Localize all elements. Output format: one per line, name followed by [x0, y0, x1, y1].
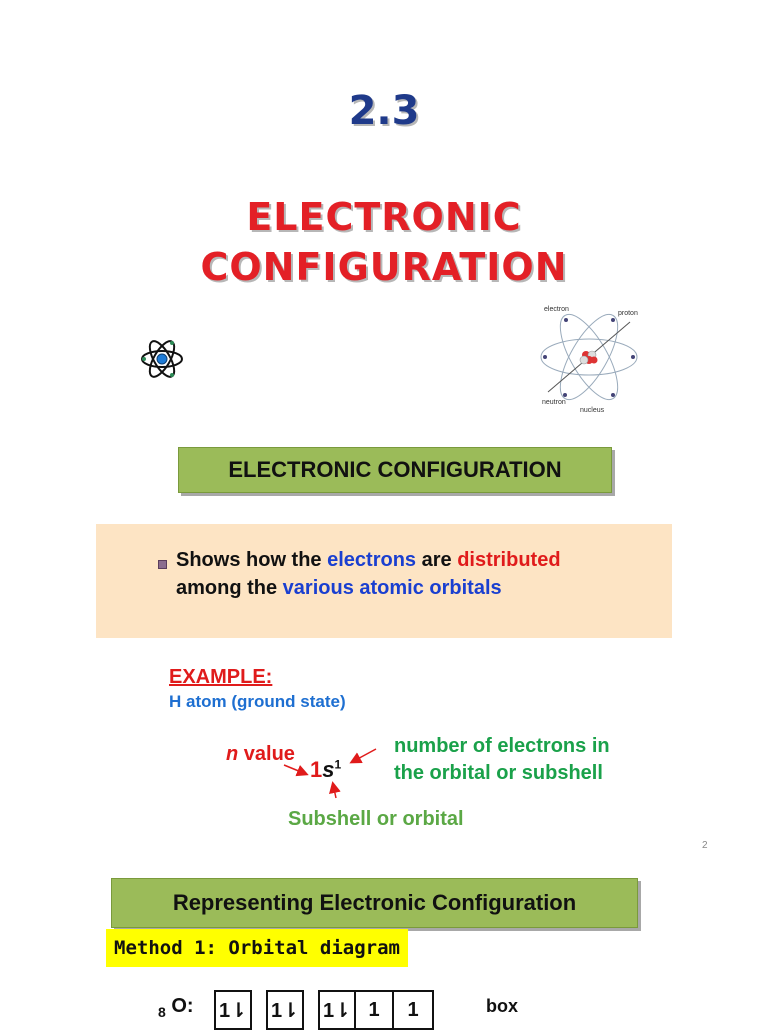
- section-banner-2: Representing Electronic Configuration: [111, 878, 638, 928]
- n-italic: n: [226, 743, 239, 765]
- example-subject: H atom (ground state): [169, 692, 346, 711]
- definition-line-1: [176, 549, 561, 572]
- num-electrons-note: [394, 733, 610, 787]
- slide-title: [0, 192, 768, 292]
- num-electrons-line-1: number of electrons in: [394, 735, 610, 757]
- atomic-number: 8: [158, 1004, 166, 1020]
- title-line-1: ELECTRONIC: [246, 195, 522, 239]
- example-label: EXAMPLE:: [169, 666, 273, 688]
- atom-model-diagram: [536, 300, 642, 420]
- bullet-icon: [158, 560, 167, 569]
- def-electrons: electrons: [327, 549, 417, 571]
- orbital-box-2: 1⇂: [266, 990, 304, 1030]
- definition-line-2: [176, 577, 502, 600]
- config-s: s: [322, 757, 335, 782]
- element-name: O:: [171, 995, 194, 1017]
- title-line-2: CONFIGURATION: [200, 245, 568, 289]
- section-number: 2.3: [348, 88, 420, 134]
- element-symbol: [158, 995, 194, 1020]
- label-electron: electron: [544, 306, 569, 313]
- def-text-a: Shows how the: [176, 549, 328, 571]
- def-distributed: distributed: [457, 549, 561, 571]
- config-n: 1: [310, 757, 323, 782]
- config-exponent: 1: [334, 757, 342, 772]
- def-text-b: are: [416, 549, 458, 571]
- def-orbitals: various atomic orbitals: [282, 577, 502, 599]
- label-proton: proton: [618, 310, 638, 317]
- arrow-num-electrons: [352, 749, 376, 762]
- num-electrons-line-2: the orbital or subshell: [394, 762, 603, 784]
- n-value-text: value: [238, 743, 295, 765]
- n-value-label: [226, 743, 295, 766]
- box-label: box: [486, 996, 519, 1016]
- electron-configuration: [310, 757, 341, 783]
- atom-icon: [138, 334, 186, 384]
- orbital-box-5: 1: [392, 990, 434, 1030]
- orbital-box-4: 1: [354, 990, 394, 1030]
- orbital-box-1: 1⇂: [214, 990, 252, 1030]
- orbital-box-3: 1⇂: [318, 990, 356, 1030]
- method-label: Method 1: Orbital diagram: [106, 929, 408, 967]
- label-neutron: neutron: [542, 399, 566, 406]
- section-banner: ELECTRONIC CONFIGURATION: [178, 447, 612, 493]
- label-nucleus: nucleus: [580, 407, 605, 414]
- arrow-n-value: [284, 765, 306, 774]
- def-text-c: among the: [176, 577, 283, 599]
- page-number: 2: [702, 840, 708, 851]
- arrow-subshell: [333, 784, 336, 798]
- subshell-label: Subshell or orbital: [288, 808, 464, 830]
